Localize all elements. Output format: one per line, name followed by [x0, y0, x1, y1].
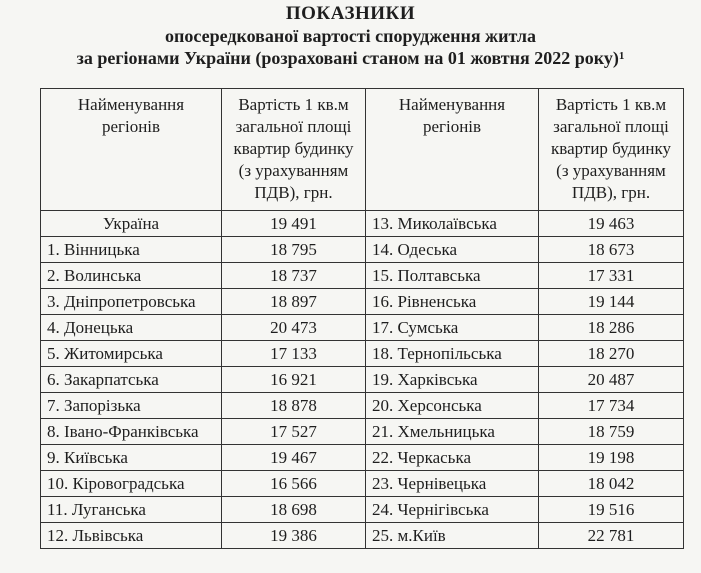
region-name: 19. Харківська: [366, 367, 539, 393]
region-name: 12. Львівська: [41, 523, 222, 549]
region-cost: 18 673: [539, 237, 684, 263]
region-cost: 18 286: [539, 315, 684, 341]
table-row: [41, 445, 684, 471]
table-row: [41, 289, 684, 315]
table-row: [41, 211, 684, 237]
header-region-right: [366, 89, 539, 211]
region-name: 3. Дніпропетровська: [41, 289, 222, 315]
header-text: Найменування: [398, 95, 506, 114]
region-name: 22. Черкаська: [366, 445, 539, 471]
region-name: Україна: [41, 211, 222, 237]
region-cost: 17 734: [539, 393, 684, 419]
header-text: (з урахуванням: [238, 161, 349, 180]
table-header-row: [41, 89, 684, 211]
region-name: 9. Київська: [41, 445, 222, 471]
header-cost-right: [539, 89, 684, 211]
table-row: [41, 497, 684, 523]
document-title: [0, 0, 701, 69]
region-name: 11. Луганська: [41, 497, 222, 523]
region-cost: 16 566: [222, 471, 366, 497]
table-row: [41, 419, 684, 445]
region-name: 14. Одеська: [366, 237, 539, 263]
header-region-left: [41, 89, 222, 211]
title-heading: ПОКАЗНИКИ: [285, 3, 416, 24]
header-text: квартир будинку: [551, 139, 671, 158]
region-cost: 19 467: [222, 445, 366, 471]
header-text: ПДВ), грн.: [254, 183, 333, 202]
header-text: Вартість 1 кв.м: [238, 95, 349, 114]
region-name: 18. Тернопільська: [366, 341, 539, 367]
region-cost: 18 270: [539, 341, 684, 367]
footnote-mark: 1: [618, 50, 625, 62]
region-cost: 20 473: [222, 315, 366, 341]
region-name: 8. Івано-Франківська: [41, 419, 222, 445]
region-cost: 18 878: [222, 393, 366, 419]
title-scope-text: за регіонами України (розраховані станом на 01 жовтня 2022 року): [76, 48, 619, 68]
region-name: 21. Хмельницька: [366, 419, 539, 445]
region-cost: 19 491: [222, 211, 366, 237]
region-cost: 19 516: [539, 497, 684, 523]
title-subheading: опосередкованої вартості спорудження житла: [165, 26, 536, 46]
region-cost: 18 698: [222, 497, 366, 523]
region-name: 17. Сумська: [366, 315, 539, 341]
region-cost: 20 487: [539, 367, 684, 393]
region-cost: 18 042: [539, 471, 684, 497]
region-cost: 17 133: [222, 341, 366, 367]
region-name: 10. Кіровоградська: [41, 471, 222, 497]
region-name: 5. Житомирська: [41, 341, 222, 367]
region-cost: 19 463: [539, 211, 684, 237]
region-cost: 18 759: [539, 419, 684, 445]
header-text: загальної площі: [553, 117, 669, 136]
title-subheading-scope: [0, 47, 701, 69]
header-text: квартир будинку: [233, 139, 354, 158]
region-name: 20. Херсонська: [366, 393, 539, 419]
header-text: Найменування: [77, 95, 185, 114]
header-text: (з урахуванням: [556, 161, 666, 180]
region-name: 7. Запорізька: [41, 393, 222, 419]
cost-table: [40, 88, 684, 549]
region-cost: 16 921: [222, 367, 366, 393]
region-name: 2. Волинська: [41, 263, 222, 289]
region-name: 15. Полтавська: [366, 263, 539, 289]
region-name: 24. Чернігівська: [366, 497, 539, 523]
header-text: загальної площі: [235, 117, 352, 136]
table-row: [41, 341, 684, 367]
header-text: регіонів: [422, 117, 482, 136]
region-name: 4. Донецька: [41, 315, 222, 341]
header-cost-left: [222, 89, 366, 211]
region-name: 1. Вінницька: [41, 237, 222, 263]
region-name: 6. Закарпатська: [41, 367, 222, 393]
table-row: [41, 237, 684, 263]
region-cost: 17 527: [222, 419, 366, 445]
region-cost: 18 795: [222, 237, 366, 263]
region-name: 16. Рівненська: [366, 289, 539, 315]
table-row: [41, 393, 684, 419]
region-cost: 22 781: [539, 523, 684, 549]
region-cost: 19 386: [222, 523, 366, 549]
region-name: 13. Миколаївська: [366, 211, 539, 237]
region-name: 23. Чернівецька: [366, 471, 539, 497]
table-row: [41, 367, 684, 393]
header-text: регіонів: [101, 117, 161, 136]
table-row: [41, 523, 684, 549]
region-cost: 18 737: [222, 263, 366, 289]
header-text: Вартість 1 кв.м: [555, 95, 667, 114]
table-row: [41, 263, 684, 289]
region-cost: 19 144: [539, 289, 684, 315]
region-name: 25. м.Київ: [366, 523, 539, 549]
region-cost: 17 331: [539, 263, 684, 289]
header-text: ПДВ), грн.: [571, 183, 651, 202]
region-cost: 18 897: [222, 289, 366, 315]
table-row: [41, 471, 684, 497]
table-row: [41, 315, 684, 341]
region-cost: 19 198: [539, 445, 684, 471]
